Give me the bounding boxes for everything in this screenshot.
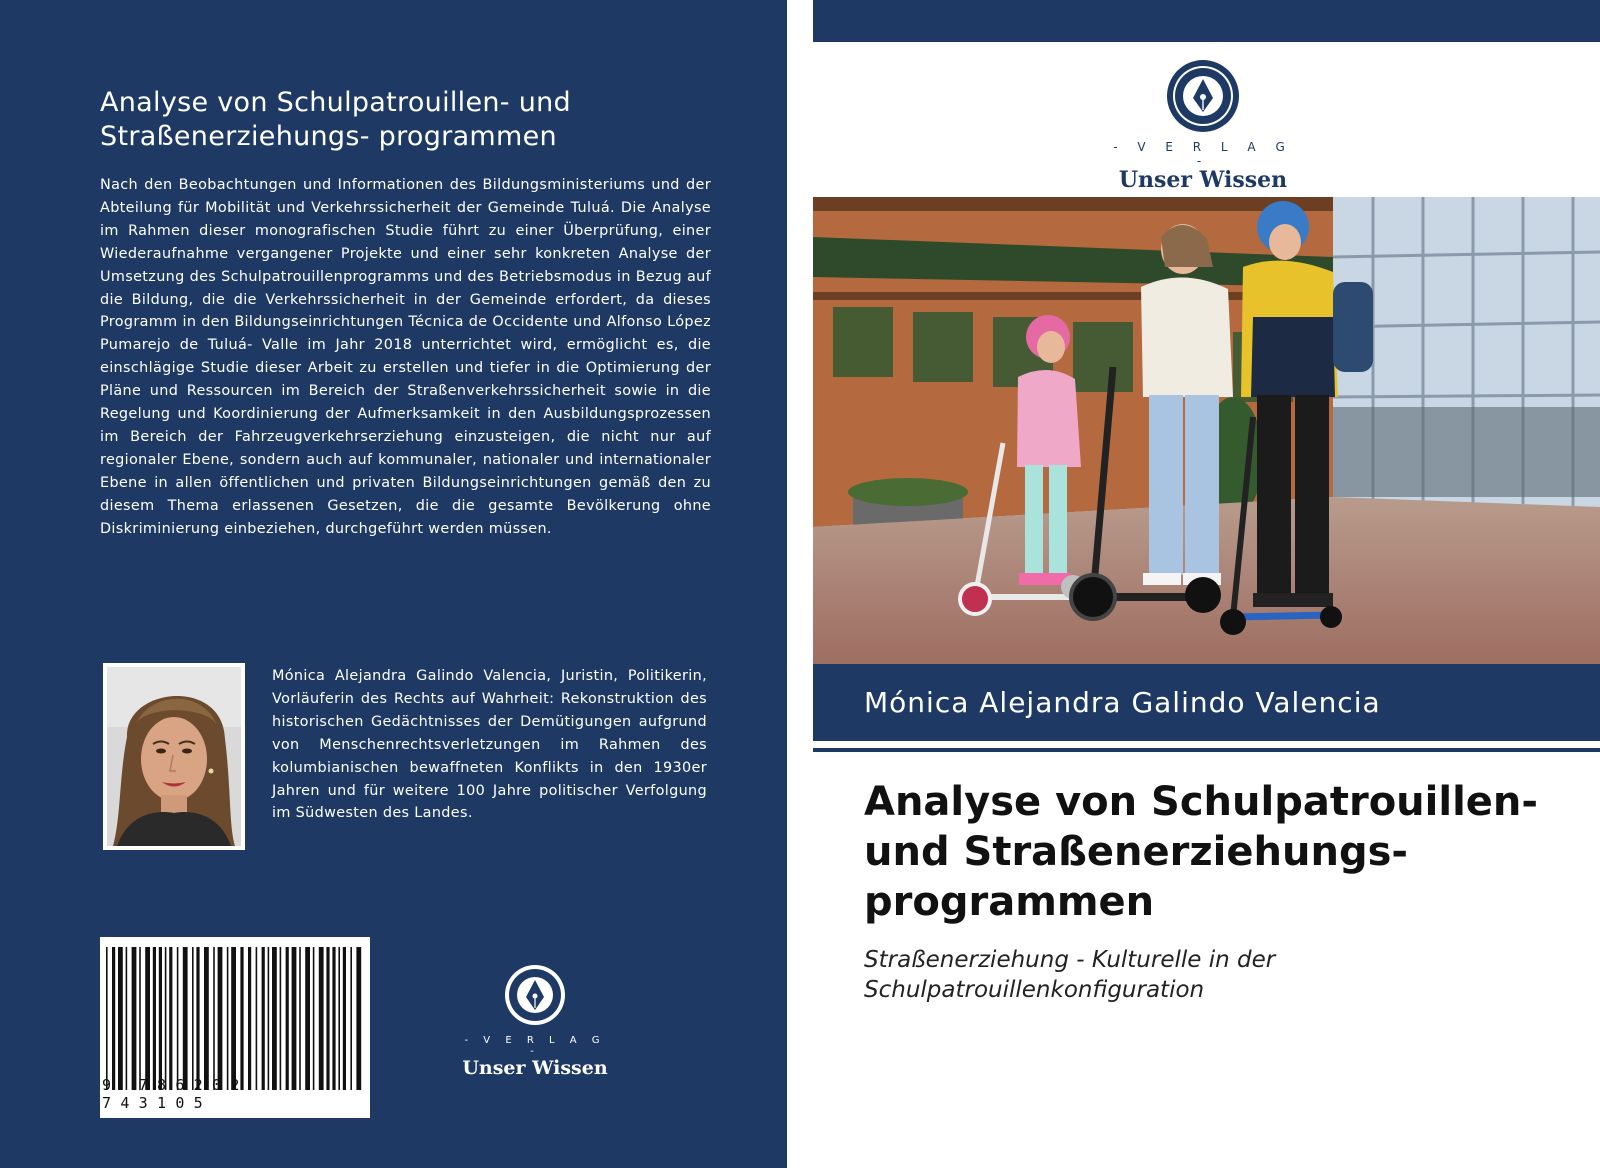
barcode-bar [326, 947, 329, 1090]
barcode-bar [240, 947, 243, 1090]
front-verlag-text: - V E R L A G - [1113, 140, 1293, 168]
author-photo [103, 663, 245, 850]
barcode-bar [350, 947, 352, 1090]
barcode-bar [196, 947, 199, 1090]
front-cover [813, 0, 1600, 1168]
top-bar [813, 0, 1600, 42]
back-blurb: Nach den Beobachtungen und Informationen des Bildungsministeriums und der Abteilung für Mobilität und Verkehrssicherheit der Gemeinde Tuluá. Die Analyse im Rahmen dieser monografischen Studie führt zu einer Überprüfung, einer Wiederaufnahme vergangener Projekte und einer sehr konkreten Analyse der Umsetzung des Schulpatrouillenprogramms und des Betriebsmodus in Bezug auf die Bildung, die die Verkehrssicherheit in der Gemeinde erfordert, da dieses Programm in den Bildungseinrichtungen Técnica de Occidente und Alfonso López Pumarejo de Tuluá- Valle im Jahr 2018 unterrichtet wird, ermöglicht es, die einschlägige Studie dieser Arbeit zu erstellen und tiefer in die Optimierung der Pläne und Ressourcen im Bereich der Straßenverkehrssicherheit sowie in die Regelung und Koordinierung der Aufmerksamkeit in den Ausbildungsprozessen im Bereich der Fahrzeugverkehrserziehung einzusteigen, die nicht nur auf regionaler Ebene, sondern auch auf kommunaler, nationaler und internationaler Ebene in allen öffentlichen und privaten Bildungseinrichtungen gemäß den zu diesem Thema erlassenen Gesetzen, die die gesamte Bevölkerung ohne Diskriminierung einbeziehen, durchgeführt werden müssen. [100, 177, 711, 537]
barcode-bar [118, 947, 123, 1090]
front-subtitle-line-2: Schulpatrouillenkonfiguration [864, 977, 1205, 1003]
barcode-bar [356, 947, 361, 1090]
barcode-bar [262, 947, 265, 1090]
barcode-bar [319, 947, 324, 1090]
barcode-bar [126, 947, 128, 1090]
barcode-bar [169, 947, 172, 1090]
barcode-bar [338, 947, 340, 1090]
front-subtitle-line-1: Straßenerziehung - Kulturelle in der [864, 947, 1276, 973]
barcode-bar [292, 947, 297, 1090]
barcode-bar [332, 947, 335, 1090]
barcode-bar [106, 947, 108, 1090]
back-title-line-2: Straßenerziehungs- programmen [100, 121, 557, 152]
front-title-line-2: und Straßenerziehungs- [864, 829, 1408, 875]
cover-photo [813, 197, 1600, 664]
barcode-bar [159, 947, 162, 1090]
barcode-bar [218, 947, 223, 1090]
back-cover [0, 0, 787, 1168]
front-subtitle [864, 945, 1464, 1005]
barcode-bar [305, 947, 310, 1090]
back-publisher-logo [460, 963, 610, 1079]
back-verlag-text: - V E R L A G - [464, 1035, 606, 1057]
barcode-bar [145, 947, 150, 1090]
author-band [813, 664, 1600, 741]
back-title [100, 86, 740, 154]
barcode-bar [268, 947, 270, 1090]
barcode-bar [272, 947, 277, 1090]
barcode-bar [132, 947, 137, 1090]
front-title-line-3: programmen [864, 879, 1155, 925]
barcode-number: 9 786202 743105 [102, 1076, 249, 1112]
barcode-bar [280, 947, 282, 1090]
barcode-bar [177, 947, 179, 1090]
back-title-line-1: Analyse von Schulpatrouillen- und [100, 87, 571, 118]
front-publisher-logo [1113, 58, 1293, 192]
barcode-bar [231, 947, 236, 1090]
author-bio: Mónica Alejandra Galindo Valencia, Juristin, Politikerin, Vorläuferin des Rechts auf Wahrheit: Rekonstruktion des historischen Gedächtnisses der Demütigungen aufgrund von Menschenrechtsverletzungen im Rahmen des kolumbianischen bewaffneten Konflikts in den 1930er Jahren und für weitere 100 Jahre politischer Verfolgung im Südwesten des Landes. [272, 668, 707, 822]
barcode-bar [299, 947, 301, 1090]
barcode-bar [227, 947, 229, 1090]
barcode-bar [313, 947, 315, 1090]
front-brand-text: Unser Wissen [1118, 167, 1288, 193]
barcode-bar [139, 947, 141, 1090]
publisher-seal-icon [503, 963, 567, 1027]
publisher-seal-icon [1165, 58, 1241, 134]
barcode-bar [192, 947, 194, 1090]
barcode-bar [204, 947, 209, 1090]
front-title [864, 777, 1564, 927]
barcode-bar [343, 947, 346, 1090]
isbn-barcode [100, 937, 370, 1118]
front-title-line-1: Analyse von Schulpatrouillen- [864, 779, 1538, 825]
back-brand-text: Unser Wissen [462, 1057, 608, 1079]
barcode-bar [183, 947, 188, 1090]
front-author-name: Mónica Alejandra Galindo Valencia [864, 686, 1381, 719]
spine [787, 0, 813, 1168]
barcode-bar [112, 947, 115, 1090]
barcode-bar [256, 947, 258, 1090]
barcode-bar [286, 947, 289, 1090]
barcode-bar [248, 947, 251, 1090]
barcode-bar [165, 947, 167, 1090]
barcode-bar [153, 947, 156, 1090]
barcode-bar [213, 947, 215, 1090]
divider-rule [813, 748, 1600, 752]
